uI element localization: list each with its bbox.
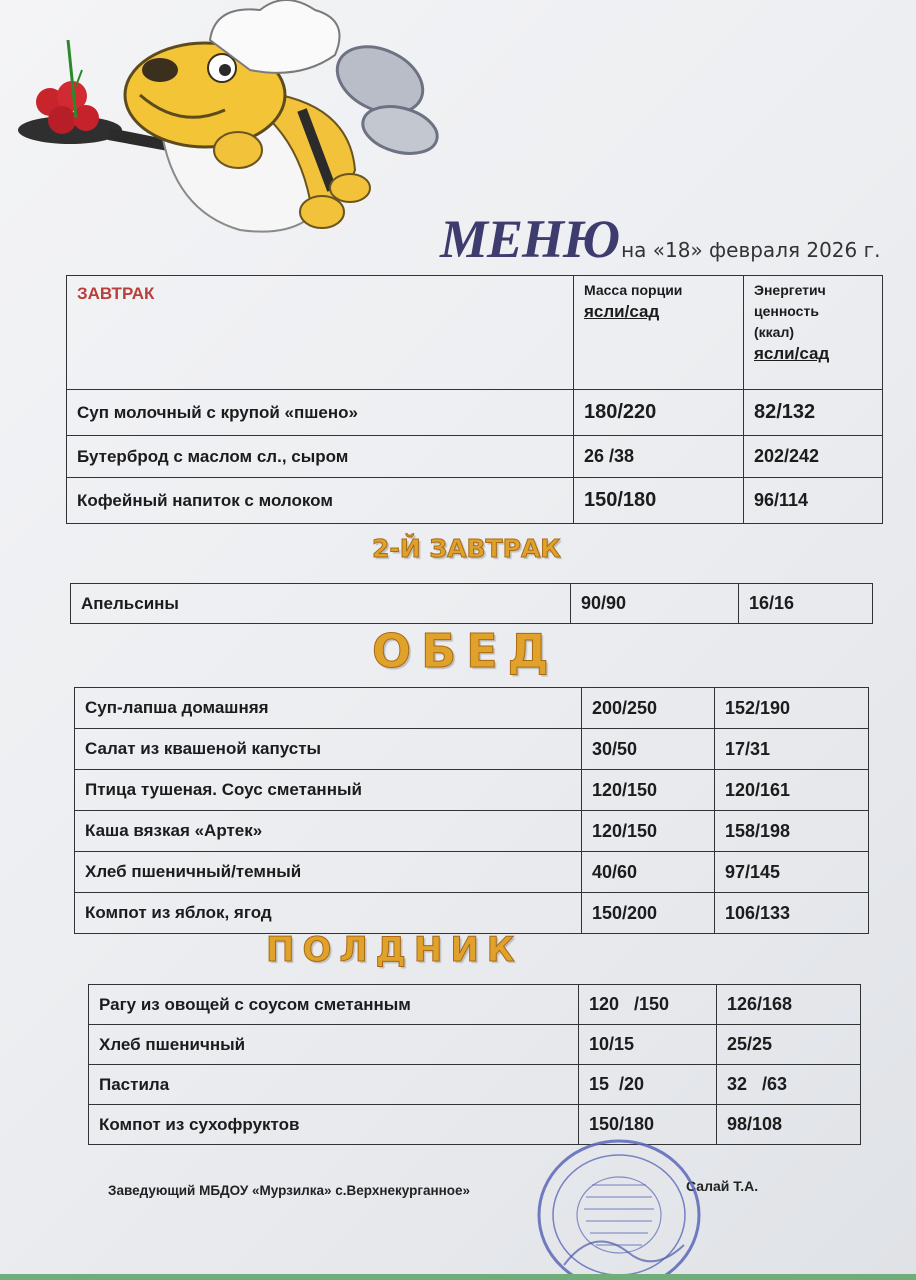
- second-breakfast-title: 2-Й ЗАВТРАК: [372, 534, 561, 563]
- dish-name: Кофейный напиток с молоком: [67, 478, 574, 524]
- dish-energy: 17/31: [715, 729, 869, 770]
- dish-name: Пастила: [89, 1065, 579, 1105]
- dish-mass: 10/15: [579, 1025, 717, 1065]
- dish-name: Хлеб пшеничный: [89, 1025, 579, 1065]
- lunch-title: ОБЕД: [372, 624, 559, 678]
- dish-mass: 120/150: [582, 770, 715, 811]
- dish-name: Хлеб пшеничный/темный: [75, 852, 582, 893]
- dish-name: Апельсины: [71, 584, 571, 624]
- table-row: [75, 852, 869, 893]
- dish-mass: 30/50: [582, 729, 715, 770]
- dish-energy: 152/190: [715, 688, 869, 729]
- table-row: [75, 770, 869, 811]
- dish-name: Каша вязкая «Артек»: [75, 811, 582, 852]
- breakfast-table: [66, 275, 883, 524]
- dish-mass: 90/90: [571, 584, 739, 624]
- menu-heading: [440, 208, 880, 270]
- footer-position: Заведующий МБДОУ «Мурзилка» с.Верхнекурганное»: [108, 1183, 471, 1198]
- dish-mass: 180/220: [574, 390, 744, 436]
- dish-energy: 97/145: [715, 852, 869, 893]
- second-breakfast-table: [70, 583, 873, 624]
- table-row: [89, 985, 861, 1025]
- table-row: [67, 436, 883, 478]
- dish-energy: 96/114: [744, 478, 883, 524]
- breakfast-title: ЗАВТРАК: [77, 284, 155, 303]
- dish-energy: 126/168: [717, 985, 861, 1025]
- energy-header-line1: Энергетич: [754, 282, 826, 298]
- table-row: [89, 1065, 861, 1105]
- energy-header-unit: ясли/сад: [754, 344, 830, 363]
- dish-energy: 106/133: [715, 893, 869, 934]
- menu-title: МЕНЮ: [440, 209, 620, 269]
- stamp-seal-icon: [534, 1135, 704, 1280]
- dish-mass: 26 /38: [574, 436, 744, 478]
- table-row: [67, 478, 883, 524]
- energy-header-line2: ценность: [754, 303, 819, 319]
- dish-mass: 150/180: [579, 1105, 717, 1145]
- dish-name: Компот из сухофруктов: [89, 1105, 579, 1145]
- dish-energy: 158/198: [715, 811, 869, 852]
- bee-chef-mascot-icon: [10, 0, 440, 260]
- mass-header-unit: ясли/сад: [584, 302, 660, 321]
- table-row: [75, 811, 869, 852]
- snack-title: ПОЛДНИК: [266, 930, 523, 970]
- dish-mass: 15 /20: [579, 1065, 717, 1105]
- dish-energy: 16/16: [739, 584, 873, 624]
- table-row: [75, 688, 869, 729]
- table-row: [71, 584, 873, 624]
- dish-energy: 82/132: [744, 390, 883, 436]
- snack-table: [88, 984, 861, 1145]
- dish-name: Бутерброд с маслом сл., сыром: [67, 436, 574, 478]
- dish-energy: 32 /63: [717, 1065, 861, 1105]
- dish-name: Суп молочный с крупой «пшено»: [67, 390, 574, 436]
- table-row: [89, 1025, 861, 1065]
- dish-mass: 40/60: [582, 852, 715, 893]
- bottom-edge: [0, 1274, 916, 1280]
- dish-name: Суп-лапша домашняя: [75, 688, 582, 729]
- table-row: [75, 893, 869, 934]
- dish-name: Компот из яблок, ягод: [75, 893, 582, 934]
- dish-mass: 120/150: [582, 811, 715, 852]
- dish-energy: 202/242: [744, 436, 883, 478]
- mass-header-label: Масса порции: [584, 282, 683, 298]
- mass-header: [574, 276, 744, 390]
- dish-energy: 98/108: [717, 1105, 861, 1145]
- table-row: [89, 1105, 861, 1145]
- breakfast-title-cell: [67, 276, 574, 390]
- dish-mass: 120 /150: [579, 985, 717, 1025]
- dish-mass: 150/180: [574, 478, 744, 524]
- footer-signatory: Салай Т.А.: [686, 1178, 759, 1194]
- dish-mass: 200/250: [582, 688, 715, 729]
- table-row: [67, 390, 883, 436]
- table-row: [75, 729, 869, 770]
- energy-header-line3: (ккал): [754, 324, 795, 340]
- dish-name: Рагу из овощей с соусом сметанным: [89, 985, 579, 1025]
- dish-energy: 25/25: [717, 1025, 861, 1065]
- energy-header: [744, 276, 883, 390]
- lunch-table: [74, 687, 869, 934]
- dish-name: Птица тушеная. Соус сметанный: [75, 770, 582, 811]
- dish-mass: 150/200: [582, 893, 715, 934]
- menu-date: на «18» февраля 2026 г.: [621, 238, 881, 262]
- dish-energy: 120/161: [715, 770, 869, 811]
- dish-name: Салат из квашеной капусты: [75, 729, 582, 770]
